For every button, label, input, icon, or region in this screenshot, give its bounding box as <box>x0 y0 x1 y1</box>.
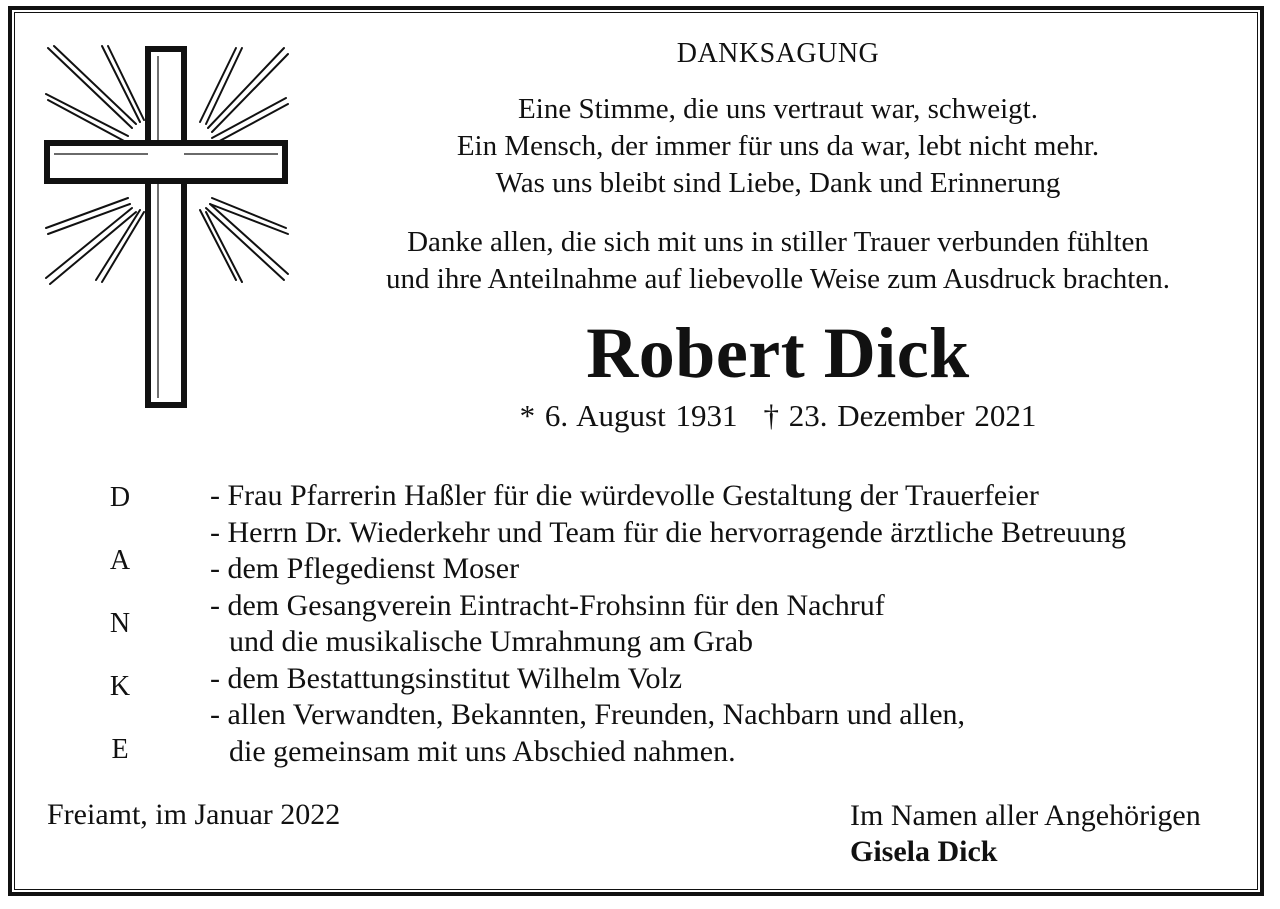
list-item: - Herrn Dr. Wiederkehr und Team für die hervorragende ärztliche Betreuung <box>210 515 1127 549</box>
signature-block <box>850 798 1201 870</box>
birth-date: * 6. August 1931 <box>519 398 738 433</box>
side-letter: A <box>109 545 131 576</box>
list-item-continued: die gemeinsam mit uns Abschied nahmen. <box>229 734 736 768</box>
signer-name: Gisela Dick <box>850 835 998 868</box>
danke-vertical <box>100 480 140 795</box>
verse <box>330 91 1226 202</box>
side-letter: E <box>111 734 129 765</box>
thanks-line: Danke allen, die sich mit uns in stiller Trauer verbunden fühlten <box>407 226 1149 258</box>
on-behalf-line: Im Namen aller Angehörigen <box>850 799 1201 832</box>
death-date: † 23. Dezember 2021 <box>763 398 1037 433</box>
verse-line: Was uns bleibt sind Liebe, Dank und Erinnerung <box>495 167 1061 199</box>
verse-line: Ein Mensch, der immer für uns da war, lebt nicht mehr. <box>456 130 1100 162</box>
cross-with-rays-icon <box>40 42 300 412</box>
deceased-name: Robert Dick <box>586 313 970 393</box>
thanks-paragraph <box>310 224 1246 298</box>
list-item: - dem Gesangverein Eintracht-Frohsinn für den Nachruf <box>210 588 885 622</box>
verse-line: Eine Stimme, die uns vertraut war, schweigt. <box>518 93 1038 125</box>
place-date: Freiamt, im Januar 2022 <box>47 798 341 831</box>
list-item-continued: und die musikalische Umrahmung am Grab <box>229 625 754 658</box>
side-letter: N <box>109 608 131 639</box>
heading: DANKSAGUNG <box>676 38 880 69</box>
side-letter: K <box>109 671 131 702</box>
list-item: - Frau Pfarrerin Haßler für die würdevolle Gestaltung der Trauerfeier <box>210 479 1039 512</box>
list-item: - allen Verwandten, Bekannten, Freunden, Nachbarn und allen, <box>210 698 966 731</box>
list-item: - dem Pflegedienst Moser <box>210 552 520 585</box>
thanks-list <box>210 478 1126 770</box>
thanks-line: und ihre Anteilnahme auf liebevolle Weise zum Ausdruck brachten. <box>386 263 1170 295</box>
side-letter: D <box>109 482 131 513</box>
life-dates <box>430 398 1126 434</box>
list-item: - dem Bestattungsinstitut Wilhelm Volz <box>210 661 683 695</box>
